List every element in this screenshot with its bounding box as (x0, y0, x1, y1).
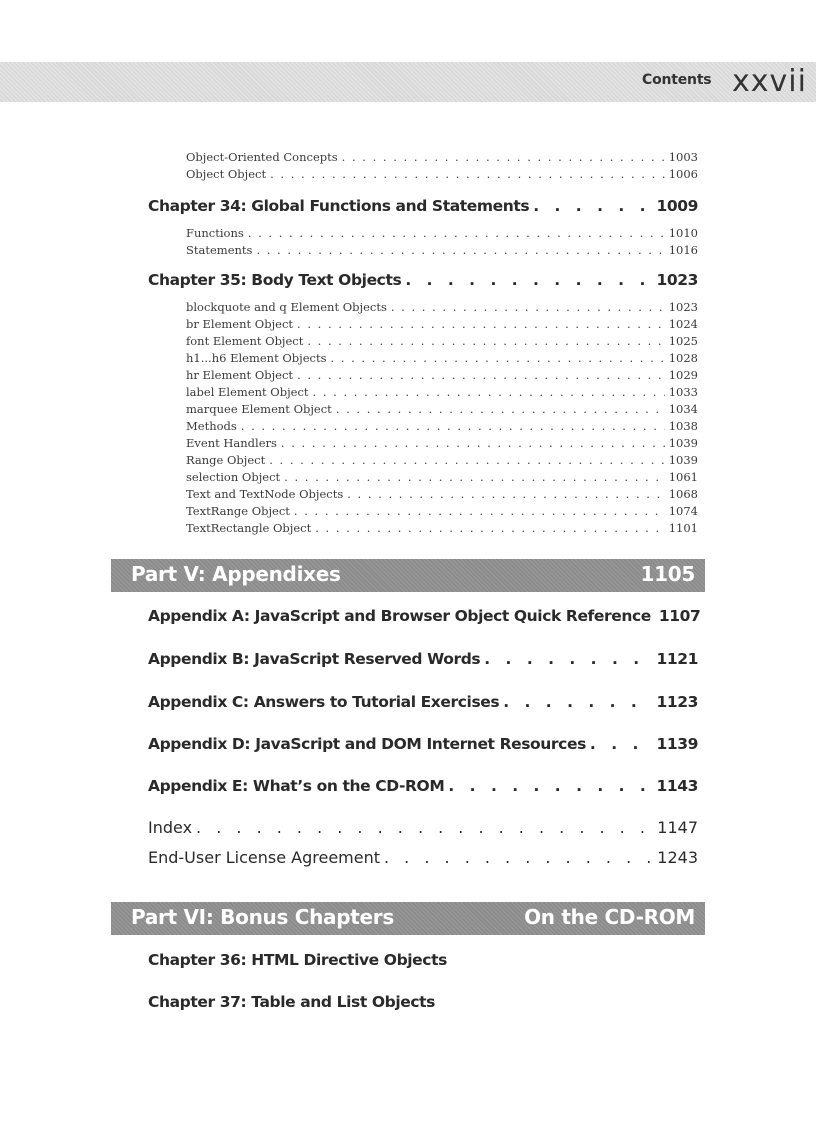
toc-bonus-chapter-37[interactable]: Chapter 37: Table and List Objects (148, 993, 435, 1011)
toc-appendix-d[interactable] (148, 735, 698, 757)
toc-entry-page: 1034 (668, 402, 698, 416)
toc-entry-page: 1024 (668, 317, 698, 331)
chapter-page: 1009 (656, 197, 698, 215)
appendix-title: Appendix C: Answers to Tutorial Exercises (148, 693, 500, 711)
appendix-page: 1143 (656, 777, 698, 795)
toc-entry-page: 1101 (668, 521, 698, 535)
toc-entry[interactable] (186, 351, 698, 368)
toc-entry-title: TextRectangle Object (186, 521, 312, 535)
appendix-page: 1139 (656, 735, 698, 753)
toc-entry-title: Range Object (186, 453, 266, 467)
toc-appendix-b[interactable] (148, 650, 698, 672)
toc-entry-page: 1006 (668, 167, 698, 181)
toc-entry-title: TextRange Object (186, 504, 290, 518)
part-location: On the CD-ROM (524, 905, 695, 929)
appendix-page: 1123 (656, 693, 698, 711)
toc-entry[interactable] (186, 470, 698, 487)
toc-appendix-a[interactable] (148, 607, 701, 629)
toc-index[interactable] (148, 818, 698, 840)
toc-entry[interactable] (186, 150, 698, 167)
chapter-title: Chapter 34: Global Functions and Statements (148, 197, 530, 215)
toc-entry-title: blockquote and q Element Objects (186, 300, 387, 314)
backmatter-page: 1147 (657, 818, 698, 837)
toc-entry-page: 1061 (668, 470, 698, 484)
part-page: 1105 (640, 562, 695, 586)
part-title: Part V: Appendixes (131, 562, 341, 586)
toc-entry-title: Statements (186, 243, 253, 257)
toc-entry[interactable] (186, 402, 698, 419)
toc-entry-title: font Element Object (186, 334, 304, 348)
appendix-title: Appendix D: JavaScript and DOM Internet Resources (148, 735, 586, 753)
toc-entry-title: Object Object (186, 167, 267, 181)
toc-entry-page: 1068 (668, 487, 698, 501)
toc-appendix-e[interactable] (148, 777, 698, 799)
appendix-page: 1121 (656, 650, 698, 668)
running-header-title: Contents (642, 72, 712, 88)
toc-entry-title: Methods (186, 419, 237, 433)
toc-entry[interactable] (186, 317, 698, 334)
chapter-title: Chapter 35: Body Text Objects (148, 271, 402, 289)
toc-entry[interactable] (186, 521, 698, 538)
part-title: Part VI: Bonus Chapters (131, 905, 394, 929)
toc-entry-title: hr Element Object (186, 368, 294, 382)
toc-entry[interactable] (186, 453, 698, 470)
toc-entry-page: 1003 (668, 150, 698, 164)
page-number: xxvii (732, 64, 807, 99)
toc-entry-page: 1039 (668, 436, 698, 450)
backmatter-page: 1243 (657, 848, 698, 867)
toc-entry-title: label Element Object (186, 385, 309, 399)
toc-bonus-chapter-36[interactable]: Chapter 36: HTML Directive Objects (148, 951, 447, 969)
appendix-title: Appendix A: JavaScript and Browser Object Quick Reference (148, 607, 651, 625)
toc-entry-title: br Element Object (186, 317, 294, 331)
toc-entry-page: 1038 (668, 419, 698, 433)
toc-entry-page: 1028 (668, 351, 698, 365)
toc-chapter-34[interactable] (148, 197, 698, 219)
toc-entry-title: Event Handlers (186, 436, 277, 450)
toc-entry-page: 1016 (668, 243, 698, 257)
toc-entry[interactable] (186, 419, 698, 436)
toc-entry[interactable] (186, 504, 698, 521)
toc-entry[interactable] (186, 436, 698, 453)
toc-entry[interactable] (186, 243, 698, 260)
toc-entry-page: 1039 (668, 453, 698, 467)
toc-entry[interactable] (186, 487, 698, 504)
toc-entry-title: Functions (186, 226, 244, 240)
toc-entry-title: Text and TextNode Objects (186, 487, 344, 501)
toc-entry-page: 1023 (668, 300, 698, 314)
toc-chapter-35[interactable] (148, 271, 698, 293)
toc-entry-title: selection Object (186, 470, 281, 484)
toc-entry[interactable] (186, 368, 698, 385)
appendix-title: Appendix B: JavaScript Reserved Words (148, 650, 481, 668)
toc-entry-title: marquee Element Object (186, 402, 332, 416)
toc-entry[interactable] (186, 334, 698, 351)
toc-entry[interactable] (186, 385, 698, 402)
appendix-page: 1107 (658, 607, 701, 625)
toc-entry[interactable] (186, 300, 698, 317)
appendix-title: Appendix E: What’s on the CD-ROM (148, 777, 445, 795)
toc-entry[interactable] (186, 226, 698, 243)
toc-entry-title: h1...h6 Element Objects (186, 351, 327, 365)
toc-entry-page: 1074 (668, 504, 698, 518)
chapter-page: 1023 (656, 271, 698, 289)
part-5-banner[interactable] (111, 559, 705, 592)
toc-entry-page: 1025 (668, 334, 698, 348)
backmatter-title: Index (148, 818, 193, 837)
toc-entry-page: 1029 (668, 368, 698, 382)
toc-entry-page: 1033 (668, 385, 698, 399)
backmatter-title: End-User License Agreement (148, 848, 380, 867)
toc-license[interactable] (148, 848, 698, 870)
part-6-banner[interactable] (111, 902, 705, 935)
toc-entry-page: 1010 (668, 226, 698, 240)
toc-appendix-c[interactable] (148, 693, 698, 715)
toc-entry-title: Object-Oriented Concepts (186, 150, 338, 164)
toc-entry[interactable] (186, 167, 698, 184)
